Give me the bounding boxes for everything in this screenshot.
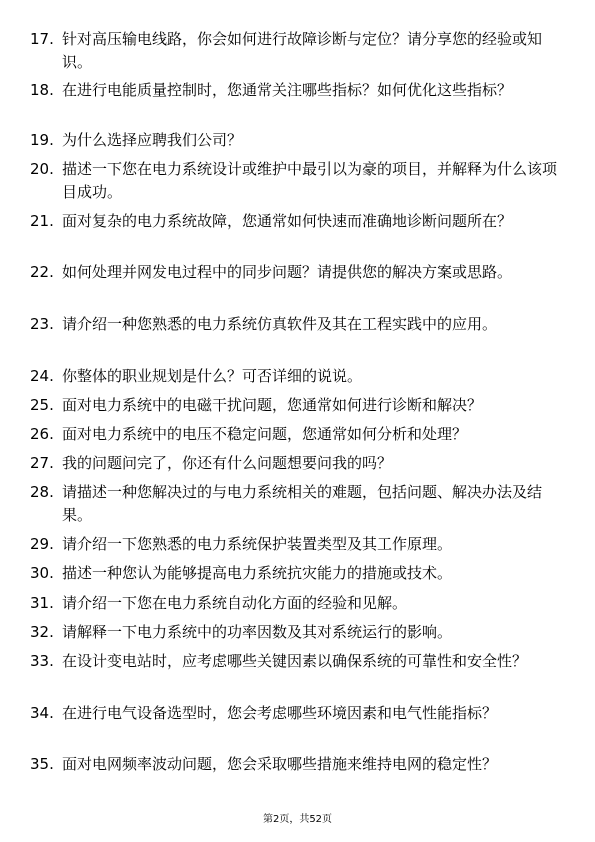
- question-item: [30, 702, 565, 725]
- question-number: 18.: [30, 81, 54, 99]
- question-text: 针对高压输电线路，你会如何进行故障诊断与定位？请分享您的经验或知识。: [62, 30, 543, 71]
- question-text: 在进行电气设备选型时，您会考虑哪些环境因素和电气性能指标？: [62, 704, 498, 722]
- question-number: 30.: [30, 564, 54, 582]
- question-item: [30, 28, 565, 74]
- question-text: 在进行电能质量控制时，您通常关注哪些指标？如何优化这些指标？: [62, 81, 513, 99]
- question-text: 请解释一下电力系统中的功率因数及其对系统运行的影响。: [62, 623, 453, 641]
- page-number-label: 第2页，共52页: [262, 814, 333, 825]
- question-text: 请描述一种您解决过的与电力系统相关的难题，包括问题、解决办法及结果。: [62, 483, 543, 524]
- question-number: 20.: [30, 160, 54, 178]
- question-item: [30, 210, 565, 233]
- question-text: 在设计变电站时，应考虑哪些关键因素以确保系统的可靠性和安全性？: [62, 652, 528, 670]
- question-item: [30, 621, 565, 644]
- question-text: 描述一下您在电力系统设计或维护中最引以为豪的项目，并解释为什么该项目成功。: [62, 160, 558, 201]
- question-number: 27.: [30, 454, 54, 472]
- question-number: 32.: [30, 623, 54, 641]
- question-item: [30, 592, 565, 615]
- question-number: 33.: [30, 652, 54, 670]
- question-number: 23.: [30, 315, 54, 333]
- question-text: 如何处理并网发电过程中的同步问题？请提供您的解决方案或思路。: [62, 263, 513, 281]
- question-number: 17.: [30, 30, 54, 48]
- question-item: [30, 261, 565, 284]
- question-item: [30, 753, 565, 776]
- question-item: [30, 394, 565, 417]
- question-text: 面对复杂的电力系统故障，您通常如何快速而准确地诊断问题所在？: [62, 212, 513, 230]
- question-number: 26.: [30, 425, 54, 443]
- question-number: 31.: [30, 594, 54, 612]
- question-number: 34.: [30, 704, 54, 722]
- question-text: 面对电网频率波动问题，您会采取哪些措施来维持电网的稳定性？: [62, 755, 498, 773]
- question-number: 25.: [30, 396, 54, 414]
- question-item: [30, 79, 565, 102]
- question-item: [30, 533, 565, 556]
- question-number: 28.: [30, 483, 54, 501]
- question-text: 我的问题问完了，你还有什么问题想要问我的吗？: [62, 454, 393, 472]
- question-number: 35.: [30, 755, 54, 773]
- question-number: 24.: [30, 367, 54, 385]
- question-item: [30, 313, 565, 336]
- question-item: [30, 650, 565, 673]
- question-text: 你整体的职业规划是什么？可否详细的说说。: [62, 367, 363, 385]
- question-text: 面对电力系统中的电压不稳定问题，您通常如何分析和处理？: [62, 425, 468, 443]
- question-number: 29.: [30, 535, 54, 553]
- question-text: 描述一种您认为能够提高电力系统抗灾能力的措施或技术。: [62, 564, 453, 582]
- question-number: 19.: [30, 131, 54, 149]
- page-footer: [0, 813, 595, 827]
- question-item: [30, 481, 565, 527]
- question-text: 请介绍一下您在电力系统自动化方面的经验和见解。: [62, 594, 408, 612]
- question-item: [30, 562, 565, 585]
- question-number: 22.: [30, 263, 54, 281]
- question-text: 请介绍一下您熟悉的电力系统保护装置类型及其工作原理。: [62, 535, 453, 553]
- question-text: 请介绍一种您熟悉的电力系统仿真软件及其在工程实践中的应用。: [62, 315, 498, 333]
- question-number: 21.: [30, 212, 54, 230]
- question-item: [30, 129, 565, 152]
- question-item: [30, 452, 565, 475]
- question-text: 为什么选择应聘我们公司？: [62, 131, 243, 149]
- question-item: [30, 158, 565, 204]
- question-item: [30, 423, 565, 446]
- question-item: [30, 365, 565, 388]
- question-text: 面对电力系统中的电磁干扰问题，您通常如何进行诊断和解决？: [62, 396, 483, 414]
